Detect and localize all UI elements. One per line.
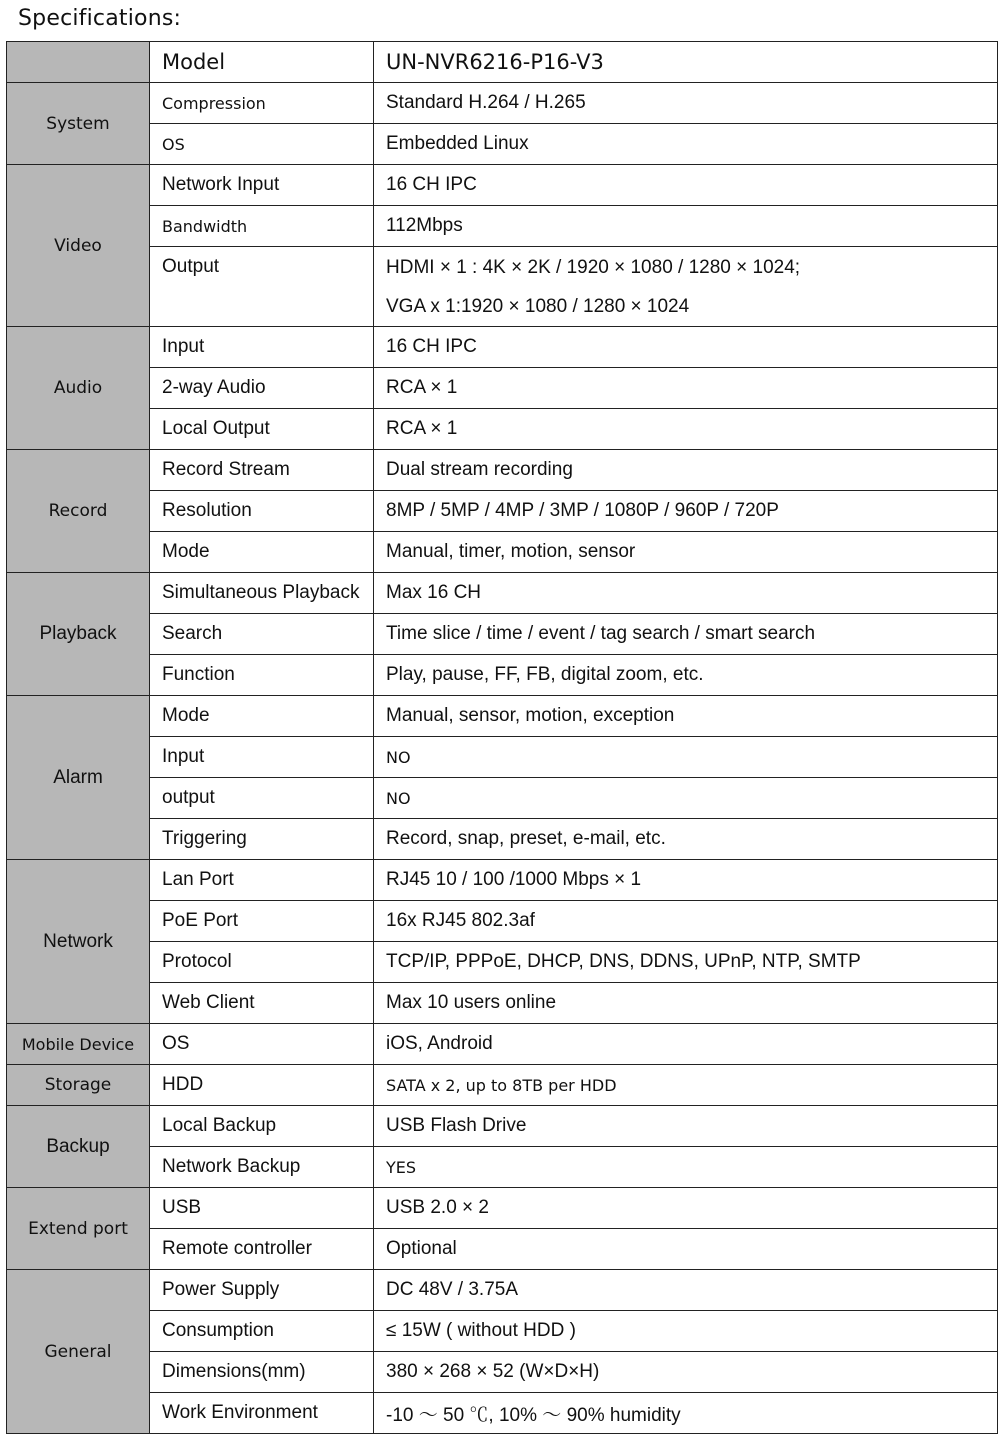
category-backup: Backup xyxy=(7,1106,150,1188)
spec-label: Local Output xyxy=(150,409,374,450)
spec-label: Mode xyxy=(150,532,374,573)
spec-label: Simultaneous Playback xyxy=(150,573,374,614)
category-alarm: Alarm xyxy=(7,696,150,860)
spec-label: Search xyxy=(150,614,374,655)
table-row xyxy=(7,1065,998,1106)
spec-value: Play, pause, FF, FB, digital zoom, etc. xyxy=(374,655,998,696)
category-video: Video xyxy=(7,165,150,327)
table-row xyxy=(7,124,998,165)
output-line-hdmi: HDMI × 1 : 4K × 2K / 1920 × 1080 / 1280 × 1024; xyxy=(386,256,801,278)
table-row xyxy=(7,491,998,532)
spec-value: Time slice / time / event / tag search / smart search xyxy=(374,614,998,655)
spec-label: Input xyxy=(150,737,374,778)
spec-label: Function xyxy=(150,655,374,696)
spec-label: Local Backup xyxy=(150,1106,374,1147)
table-row xyxy=(7,165,998,206)
spec-value: 16 CH IPC xyxy=(374,327,998,368)
spec-label: Power Supply xyxy=(150,1270,374,1311)
table-row xyxy=(7,368,998,409)
spec-value: DC 48V / 3.75A xyxy=(374,1270,998,1311)
spec-value: USB Flash Drive xyxy=(374,1106,998,1147)
spec-value: 8MP / 5MP / 4MP / 3MP / 1080P / 960P / 720P xyxy=(374,491,998,532)
spec-value: TCP/IP, PPPoE, DHCP, DNS, DDNS, UPnP, NTP, SMTP xyxy=(374,942,998,983)
table-row xyxy=(7,655,998,696)
table-row xyxy=(7,1147,998,1188)
category-audio: Audio xyxy=(7,327,150,450)
spec-label: Resolution xyxy=(150,491,374,532)
model-label: Model xyxy=(150,42,374,83)
table-row xyxy=(7,1188,998,1229)
header-blank-cell xyxy=(7,42,150,83)
table-row xyxy=(7,1270,998,1311)
spec-label: output xyxy=(150,778,374,819)
table-row xyxy=(7,1229,998,1270)
category-general: General xyxy=(7,1270,150,1434)
table-row xyxy=(7,206,998,247)
table-row xyxy=(7,983,998,1024)
spec-label: Triggering xyxy=(150,819,374,860)
table-row xyxy=(7,737,998,778)
table-row xyxy=(7,1352,998,1393)
spec-label: Lan Port xyxy=(150,860,374,901)
spec-label: HDD xyxy=(150,1065,374,1106)
table-row xyxy=(7,778,998,819)
spec-label: Output xyxy=(150,247,374,327)
category-storage: Storage xyxy=(7,1065,150,1106)
table-row xyxy=(7,860,998,901)
table-row xyxy=(7,247,998,327)
spec-value: YES xyxy=(374,1147,998,1188)
spec-label: USB xyxy=(150,1188,374,1229)
spec-value: Optional xyxy=(374,1229,998,1270)
table-row xyxy=(7,942,998,983)
spec-value: Max 10 users online xyxy=(374,983,998,1024)
spec-label: 2-way Audio xyxy=(150,368,374,409)
spec-label: Work Environment xyxy=(150,1393,374,1434)
table-row xyxy=(7,1024,998,1065)
spec-value: Manual, sensor, motion, exception xyxy=(374,696,998,737)
page-title: Specifications: xyxy=(18,6,182,31)
spec-label: OS xyxy=(150,124,374,165)
table-row xyxy=(7,573,998,614)
output-line-vga: VGA x 1:1920 × 1080 / 1280 × 1024 xyxy=(386,295,690,317)
spec-value: NO xyxy=(374,778,998,819)
table-row-model xyxy=(7,42,998,83)
model-value: UN-NVR6216-P16-V3 xyxy=(374,42,998,83)
category-network: Network xyxy=(7,860,150,1024)
table-row xyxy=(7,696,998,737)
spec-table xyxy=(6,41,998,1434)
table-row xyxy=(7,1311,998,1352)
spec-label: Record Stream xyxy=(150,450,374,491)
spec-label: Remote controller xyxy=(150,1229,374,1270)
spec-value: USB 2.0 × 2 xyxy=(374,1188,998,1229)
category-extend-port: Extend port xyxy=(7,1188,150,1270)
spec-label: Input xyxy=(150,327,374,368)
table-row xyxy=(7,327,998,368)
spec-value: Dual stream recording xyxy=(374,450,998,491)
spec-label: Compression xyxy=(150,83,374,124)
spec-value: ≤ 15W ( without HDD ) xyxy=(374,1311,998,1352)
spec-value: -10 ～ 50 ℃, 10% ～ 90% humidity xyxy=(374,1393,998,1434)
table-row xyxy=(7,614,998,655)
table-row xyxy=(7,1106,998,1147)
spec-label: Dimensions(mm) xyxy=(150,1352,374,1393)
table-row xyxy=(7,819,998,860)
spec-label: Network Input xyxy=(150,165,374,206)
table-row xyxy=(7,450,998,491)
table-row xyxy=(7,901,998,942)
spec-value: Max 16 CH xyxy=(374,573,998,614)
spec-value: Standard H.264 / H.265 xyxy=(374,83,998,124)
spec-label: Network Backup xyxy=(150,1147,374,1188)
spec-label: Consumption xyxy=(150,1311,374,1352)
spec-label: Mode xyxy=(150,696,374,737)
spec-value: 16 CH IPC xyxy=(374,165,998,206)
spec-value: 380 × 268 × 52 (W×D×H) xyxy=(374,1352,998,1393)
spec-value-multiline xyxy=(374,247,998,327)
table-row xyxy=(7,532,998,573)
category-system: System xyxy=(7,83,150,165)
spec-label: PoE Port xyxy=(150,901,374,942)
spec-label: Protocol xyxy=(150,942,374,983)
spec-value: RCA × 1 xyxy=(374,409,998,450)
spec-label: Bandwidth xyxy=(150,206,374,247)
spec-value: 112Mbps xyxy=(374,206,998,247)
spec-value: Record, snap, preset, e-mail, etc. xyxy=(374,819,998,860)
spec-value: Manual, timer, motion, sensor xyxy=(374,532,998,573)
spec-value: NO xyxy=(374,737,998,778)
spec-label: OS xyxy=(150,1024,374,1065)
table-row xyxy=(7,83,998,124)
spec-value: RCA × 1 xyxy=(374,368,998,409)
spec-value: SATA x 2, up to 8TB per HDD xyxy=(374,1065,998,1106)
category-record: Record xyxy=(7,450,150,573)
table-row xyxy=(7,409,998,450)
table-row xyxy=(7,1393,998,1434)
spec-value: Embedded Linux xyxy=(374,124,998,165)
category-playback: Playback xyxy=(7,573,150,696)
spec-value: RJ45 10 / 100 /1000 Mbps × 1 xyxy=(374,860,998,901)
category-mobile-device: Mobile Device xyxy=(7,1024,150,1065)
spec-value: iOS, Android xyxy=(374,1024,998,1065)
spec-value: 16x RJ45 802.3af xyxy=(374,901,998,942)
spec-label: Web Client xyxy=(150,983,374,1024)
